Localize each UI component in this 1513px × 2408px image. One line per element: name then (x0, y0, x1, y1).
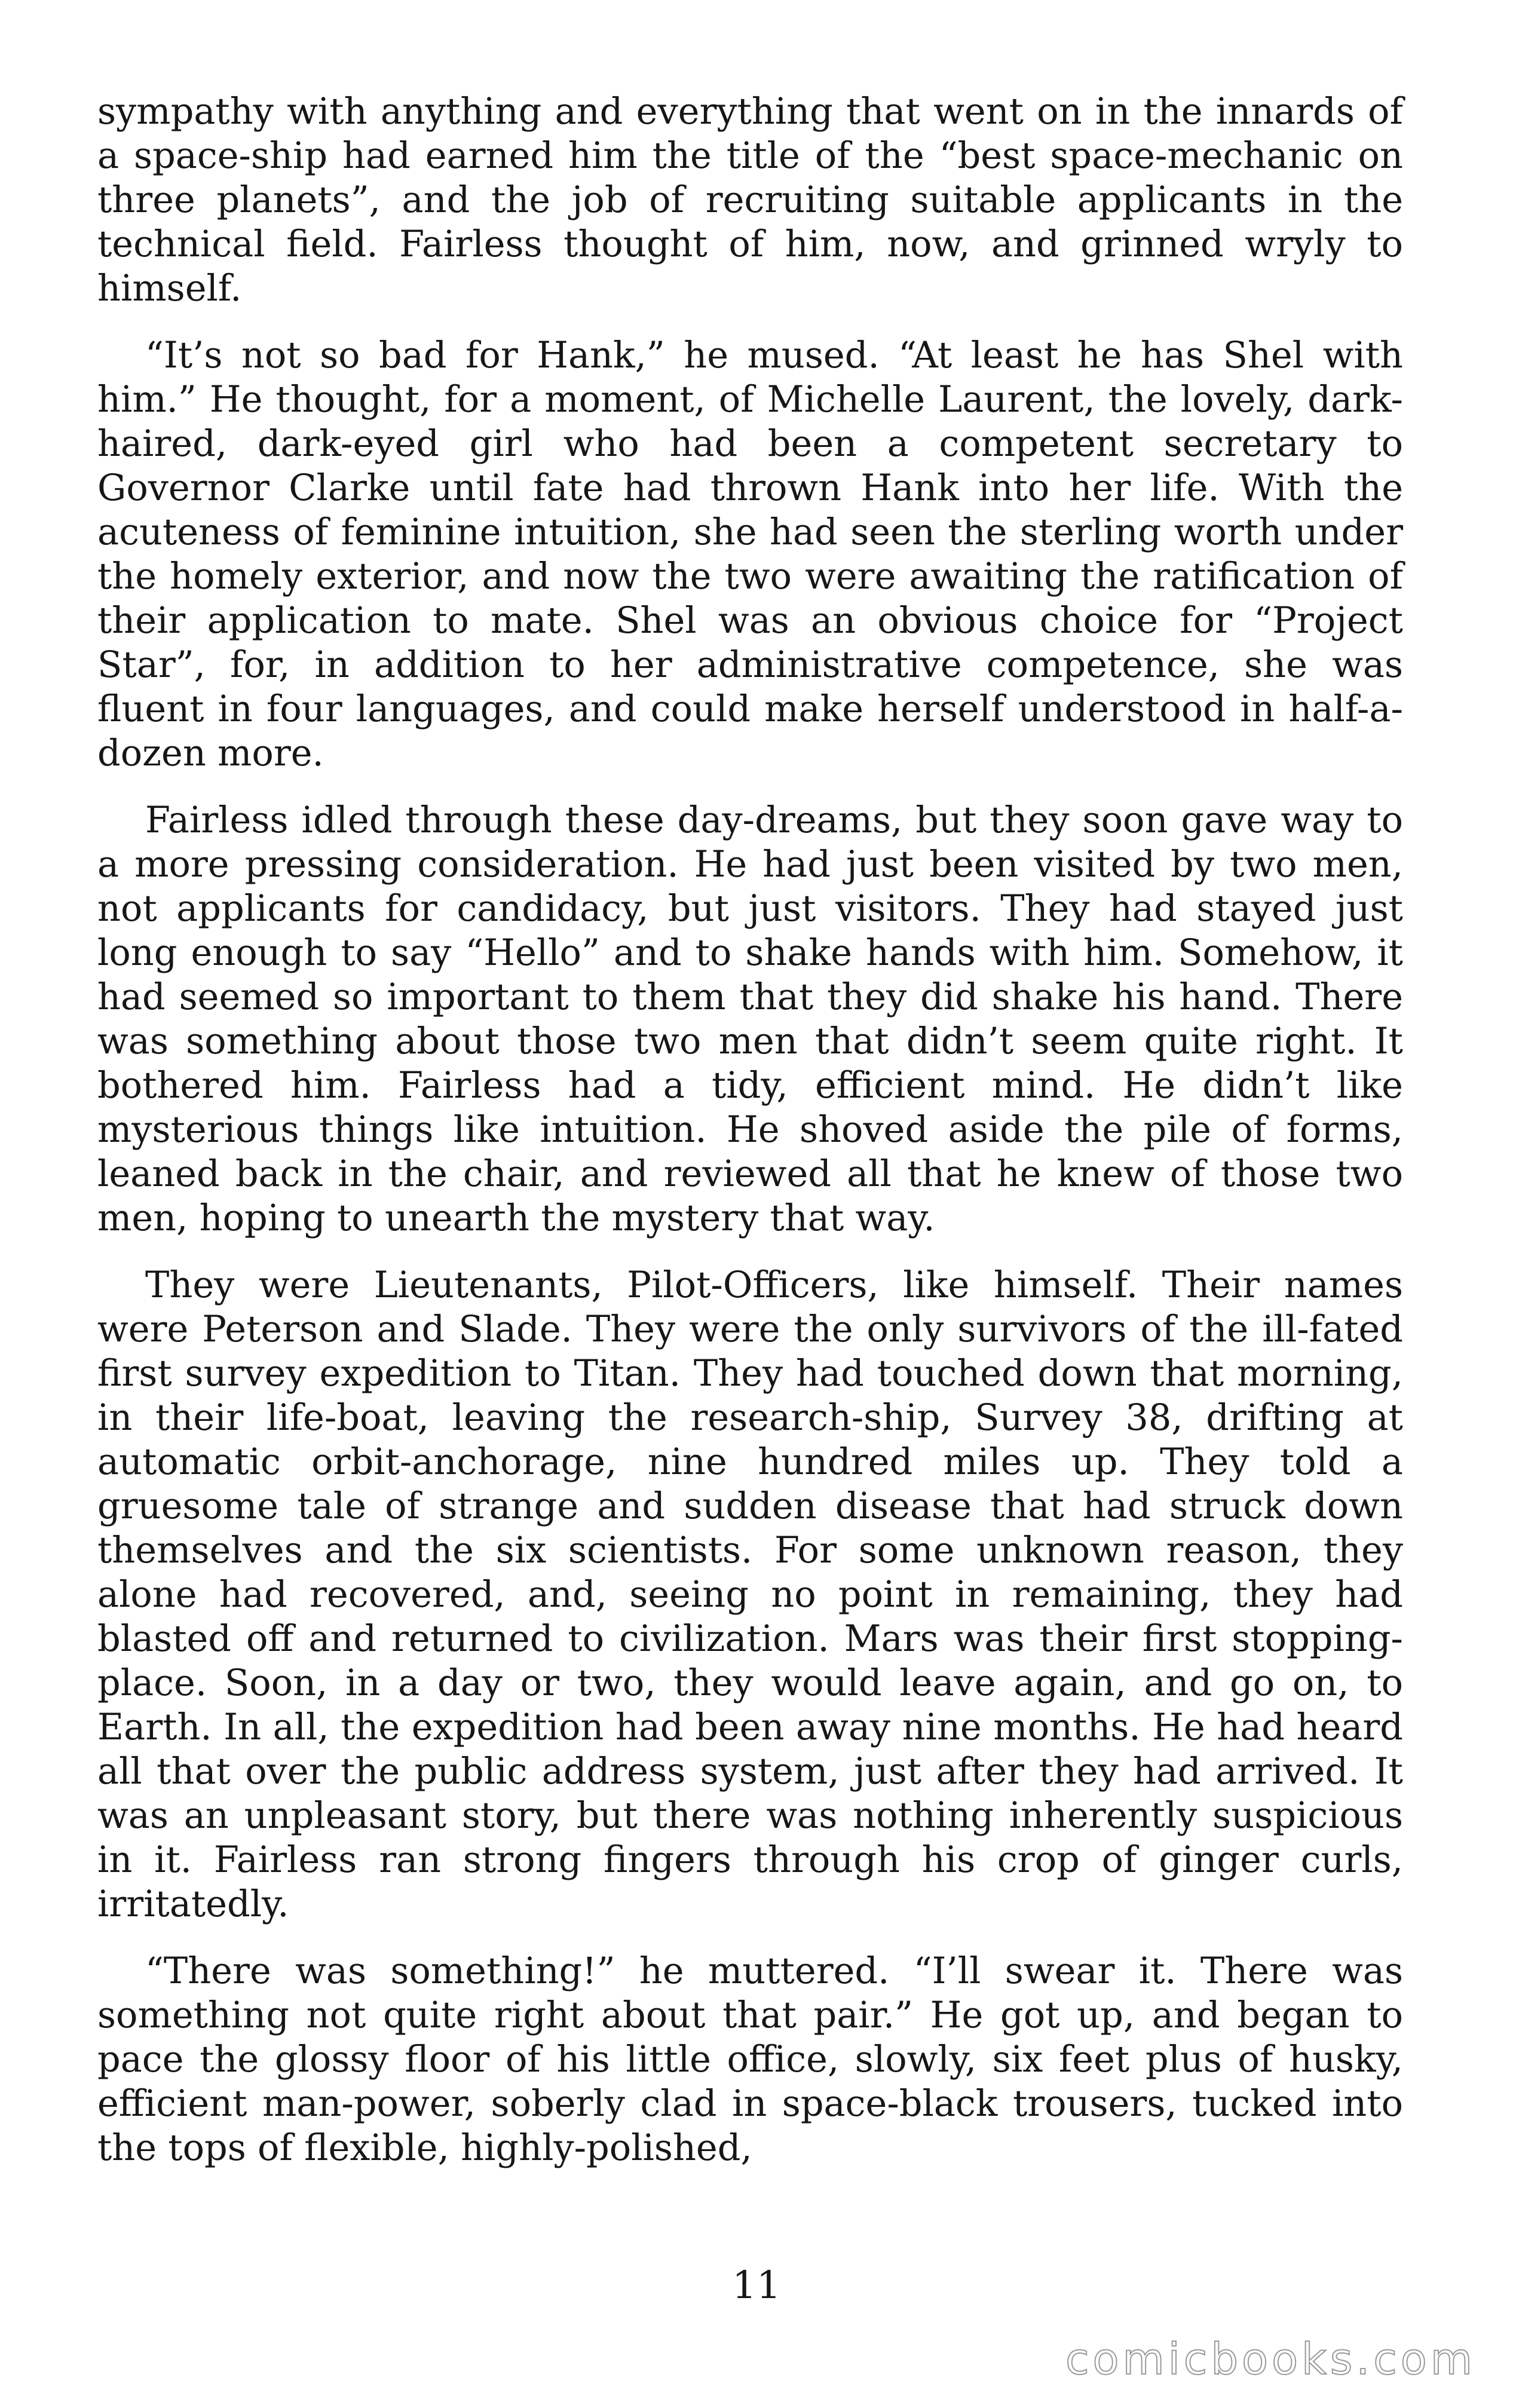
paragraph-2: “It’s not so bad for Hank,” he mused. “At least he has Shel with him.” He thought, for a moment, of Michelle Laurent, the lovely, dark-haired, dark-eyed girl who had been a competent secretary to Governor Clarke until fate had thrown Hank into her life. With the acuteness of feminine intuition, she had seen the sterling worth under the homely exterior, and now the two were awaiting the ratification of their application to mate. Shel was an obvious choice for “Project Star”, for, in addition to her administrative competence, she was fluent in four languages, and could make herself understood in half-a-dozen more. (97, 335, 1403, 774)
paragraph-3: Fairless idled through these day-dreams, but they soon gave way to a more pressing consideration. He had just been visited by two men, not applicants for candidacy, but just visitors. They had stayed just long enough to say “Hello” and to shake hands with him. Somehow, it had seemed so important to them that they did shake his hand. There was something about those two men that didn’t seem quite right. It bothered him. Fairless had a tidy, efficient mind. He didn’t like mysterious things like intuition. He shoved aside the pile of forms, leaned back in the chair, and reviewed all that he knew of those two men, hoping to unearth the mystery that way. (97, 799, 1403, 1239)
paragraph-1: sympathy with anything and everything that went on in the innards of a space-ship had earned him the title of the “best space-mechanic on three planets”, and the job of recruiting suitable applicants in the technical field. Fairless thought of him, now, and grinned wryly to himself. (97, 91, 1403, 310)
paragraph-5: “There was something!” he muttered. “I’ll swear it. There was something not quite right about that pair.” He got up, and began to pace the glossy floor of his little office, slowly, six feet plus of husky, efficient man-power, soberly clad in space-black trousers, tucked into the tops of flexible, highly-polished, (97, 1950, 1403, 2169)
paragraph-4: They were Lieutenants, Pilot-Officers, like himself. Their names were Peterson and Slade. They were the only survivors of the ill-fated first survey expedition to Titan. They had touched down that morning, in their life-boat, leaving the research-ship, Survey 38, drifting at automatic orbit-anchorage, nine hundred miles up. They told a gruesome tale of strange and sudden disease that had struck down themselves and the six scientists. For some unknown reason, they alone had recovered, and, seeing no point in remaining, they had blasted off and returned to civilization. Mars was their first stopping-place. Soon, in a day or two, they would leave again, and go on, to Earth. In all, the expedition had been away nine months. He had heard all that over the public address system, just after they had arrived. It was an unpleasant story, but there was nothing inherently suspicious in it. Fairless ran strong fingers through his crop of ginger curls, irritatedly. (97, 1264, 1403, 1925)
page-text (97, 90, 1403, 2193)
page-number: 11 (732, 2263, 781, 2308)
watermark-logo: comicbooks.com (1065, 2334, 1476, 2384)
